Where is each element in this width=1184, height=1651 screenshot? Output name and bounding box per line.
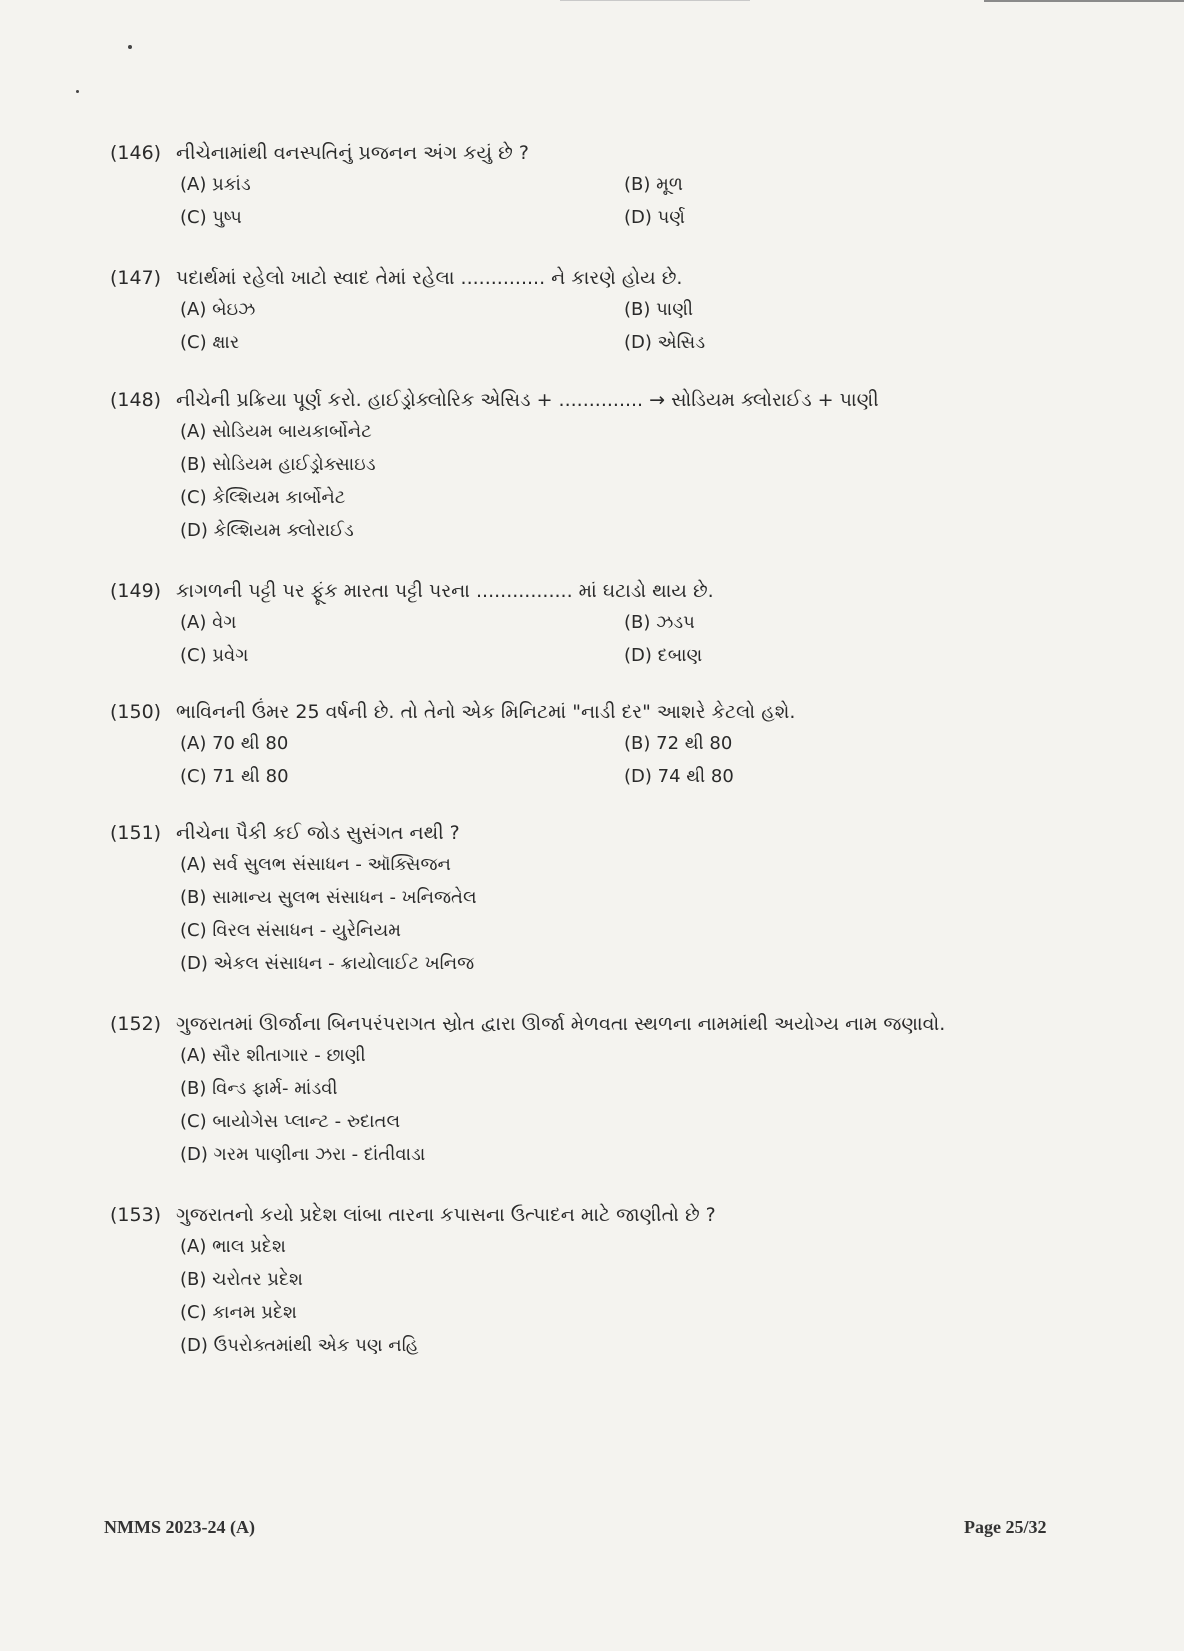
exam-code: NMMS 2023-24 (A): [104, 1517, 255, 1537]
option-a: (A) સૌર શીતાગાર - છાણી: [180, 1045, 366, 1066]
page-number: Page 25/32: [964, 1517, 1047, 1537]
question-text: કાગળની પટ્ટી પર ફૂંક મારતા પટ્ટી પરના ................ માં ઘટાડો થાય છે.: [176, 580, 714, 602]
option-c: (C) 71 થી 80: [180, 766, 289, 787]
scan-speck: [76, 90, 79, 93]
question-150: [110, 697, 1120, 793]
option-a: (A) સોડિયમ બાયકાર્બોનેટ: [180, 421, 372, 442]
option-a: (A) 70 થી 80: [180, 733, 289, 754]
question-number: (150): [110, 701, 162, 723]
option-d: (D) ઉપરોક્તમાંથી એક પણ નહિ: [180, 1335, 419, 1356]
option-a: (A) પ્રકાંડ: [180, 174, 251, 195]
option-c: (C) પુષ્પ: [180, 207, 242, 228]
option-a: (A) સર્વ સુલભ સંસાધન - ઑક્સિજન: [180, 854, 451, 875]
option-a: (A) બેઇઝ: [180, 299, 256, 320]
option-c: (C) કાનમ પ્રદેશ: [180, 1302, 297, 1323]
question-text: ગુજરાતનો કયો પ્રદેશ લાંબા તારના કપાસના ઉત્પાદન માટે જાણીતો છે ?: [176, 1204, 716, 1226]
option-d: (D) 74 થી 80: [624, 766, 734, 787]
option-a: (A) વેગ: [180, 612, 237, 633]
option-b: (B) સામાન્ય સુલભ સંસાધન - ખનિજતેલ: [180, 887, 477, 908]
question-149: [110, 576, 1120, 672]
scan-edge-mark: [560, 0, 750, 1]
question-number: (153): [110, 1204, 162, 1226]
option-b: (B) 72 થી 80: [624, 733, 733, 754]
option-b: (B) સોડિયમ હાઈડ્રોક્સાઇડ: [180, 454, 376, 475]
question-number: (152): [110, 1013, 162, 1035]
question-text: નીચેના પૈકી કઈ જોડ સુસંગત નથી ?: [176, 822, 460, 844]
question-152: [110, 1009, 1120, 1171]
question-number: (149): [110, 580, 162, 602]
question-text: ગુજરાતમાં ઊર્જાના બિનપરંપરાગત સ્રોત દ્વારા ઊર્જા મેળવતા સ્થળના નામમાંથી અયોગ્ય નામ જણાવો.: [176, 1013, 946, 1035]
question-number: (147): [110, 267, 162, 289]
option-c: (C) પ્રવેગ: [180, 645, 249, 666]
question-text: ભાવિનની ઉંમર 25 વર્ષની છે. તો તેનો એક મિનિટમાં "નાડી દર" આશરે કેટલો હશે.: [176, 701, 796, 723]
question-text: નીચેની પ્રક્રિયા પૂર્ણ કરો. હાઈડ્રોક્લોરિક એસિડ + .............. → સોડિયમ ક્લોરાઈડ + પાણી: [176, 389, 879, 411]
option-d: (D) ગરમ પાણીના ઝરા - દાંતીવાડા: [180, 1144, 426, 1165]
question-146: [110, 138, 1120, 234]
question-151: [110, 818, 1120, 980]
question-147: [110, 263, 1120, 359]
option-d: (D) એસિડ: [624, 332, 706, 353]
question-148: [110, 385, 1120, 547]
option-d: (D) પર્ણ: [624, 207, 686, 228]
scan-speck: [128, 45, 132, 49]
option-c: (C) કેલ્શિયમ કાર્બોનેટ: [180, 487, 346, 508]
option-c: (C) બાયોગેસ પ્લાન્ટ - રુદાતલ: [180, 1111, 401, 1132]
option-b: (B) ચરોતર પ્રદેશ: [180, 1269, 303, 1290]
scan-edge-line: [984, 0, 1184, 2]
option-b: (B) વિન્ડ ફાર્મ- માંડવી: [180, 1078, 338, 1099]
option-d: (D) કેલ્શિયમ ક્લોરાઈડ: [180, 520, 354, 541]
option-c: (C) ક્ષાર: [180, 332, 240, 353]
question-text: નીચેનામાંથી વનસ્પતિનું પ્રજનન અંગ કયું છે ?: [176, 142, 529, 164]
question-number: (151): [110, 822, 162, 844]
option-b: (B) ઝડપ: [624, 612, 695, 633]
option-d: (D) એકલ સંસાધન - ક્રાયોલાઈટ ખનિજ: [180, 953, 475, 974]
option-b: (B) મૂળ: [624, 174, 683, 195]
option-b: (B) પાણી: [624, 299, 694, 320]
question-text: પદાર્થમાં રહેલો ખાટો સ્વાદ તેમાં રહેલા .............. ને કારણે હોય છે.: [176, 267, 683, 289]
option-d: (D) દબાણ: [624, 645, 703, 666]
option-a: (A) ભાલ પ્રદેશ: [180, 1236, 286, 1257]
question-number: (146): [110, 142, 162, 164]
question-number: (148): [110, 389, 162, 411]
question-153: [110, 1200, 1120, 1362]
option-c: (C) વિરલ સંસાધન - યુરેનિયમ: [180, 920, 401, 941]
